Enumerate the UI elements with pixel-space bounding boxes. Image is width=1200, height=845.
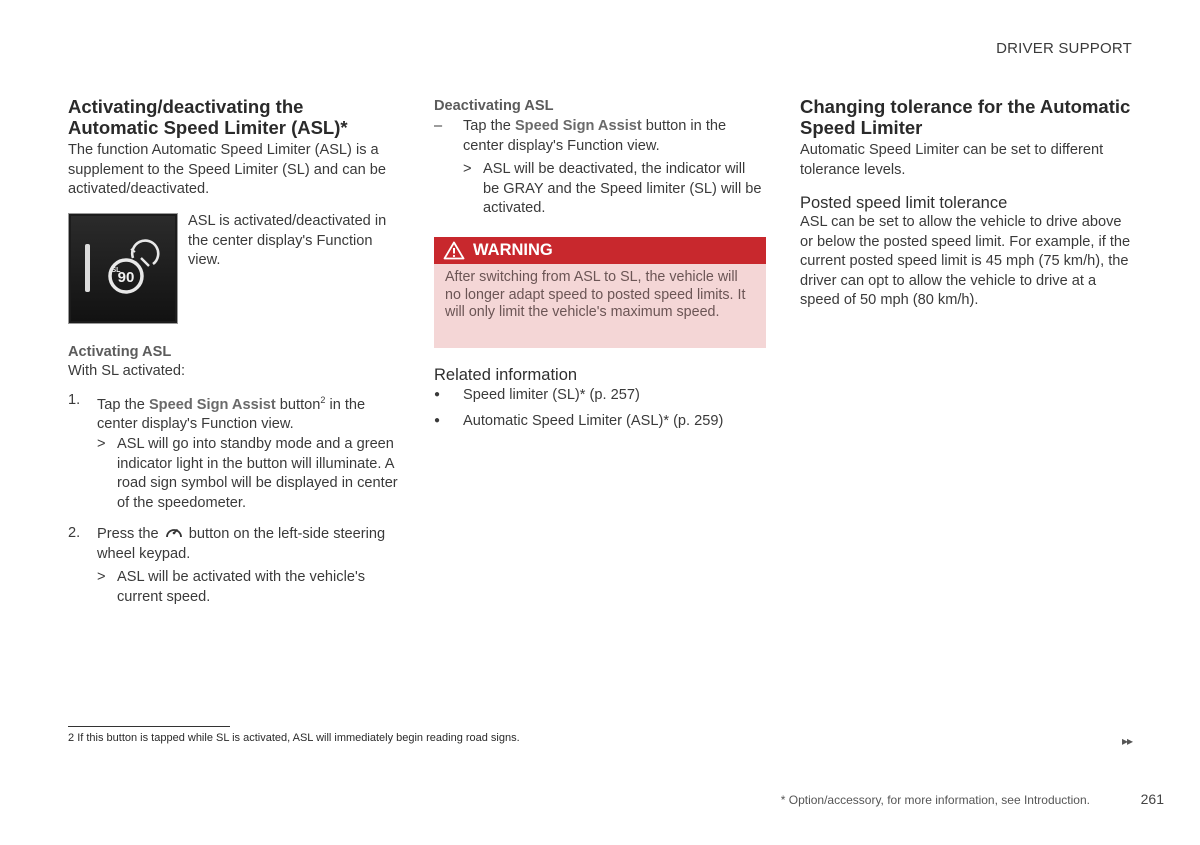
step-1 xyxy=(68,391,398,435)
footnote xyxy=(68,732,520,744)
step-text: Tap the Speed Sign Assist button$^2$ in the center display's Function view. xyxy=(97,395,366,433)
posted-speed-limit-text: ASL can be set to allow the vehicle to drive above or below the posted speed limit. For example, if the current posted speed limit is 45 mph (75 km/h), the driver can opt to allow the vehicle to drive at a speed of 50 mph (80 km/h). xyxy=(800,214,1131,308)
speed-sign-assist-label: Speed Sign Assist xyxy=(514,118,642,134)
result-marker: > xyxy=(97,569,106,585)
warning-triangle-icon xyxy=(443,241,465,260)
warning-header xyxy=(434,237,766,264)
speed-limiter-icon xyxy=(163,524,185,540)
deactivate-step: – Tap the Speed Sign Assist button in the center display's Function view. xyxy=(434,118,727,154)
footnote-divider xyxy=(68,726,230,727)
posted-speed-limit-heading: Posted speed limit tolerance xyxy=(800,194,1008,212)
step-number: 2. xyxy=(68,525,81,541)
section-title-tolerance: Changing tolerance for the Automatic Speed Limiter xyxy=(800,96,1131,138)
speed-sign-assist-label: Speed Sign Assist xyxy=(148,396,276,413)
continue-arrows-icon: ▸▸ xyxy=(1121,734,1132,748)
step-1-result: > ASL will go into standby mode and a green indicator light in the button will illuminate. A road sign symbol will be displayed in center of the speedometer. xyxy=(97,436,398,511)
step-number: 1. xyxy=(68,392,81,408)
option-note: * Option/accessory, for more information, see Introduction. xyxy=(780,793,1090,807)
bullet-icon: ● xyxy=(434,389,441,400)
deactivate-result: > ASL will be deactivated, the indicator will be GRAY and the Speed limiter (SL) will be activated. xyxy=(463,161,762,216)
step-text: Press the button on the left-side steering wheel keypad. xyxy=(97,526,386,562)
related-list xyxy=(434,386,764,438)
section-title-activating: Activating/deactivating the Automatic Speed Limiter (ASL)* xyxy=(68,96,348,138)
page-number: 261 xyxy=(1140,791,1164,807)
function-button-image xyxy=(68,213,178,324)
footnote-ref: 2 xyxy=(320,395,326,405)
result-marker: > xyxy=(97,436,106,452)
image-caption: ASL is activated/deactivated in the center display's Function view. xyxy=(188,213,387,268)
svg-text:90: 90 xyxy=(117,269,135,286)
svg-text:SL: SL xyxy=(111,267,121,274)
tolerance-intro: Automatic Speed Limiter can be set to different tolerance levels. xyxy=(800,142,1104,178)
deactivating-asl-heading: Deactivating ASL xyxy=(434,98,554,114)
footnote-marker: 2 xyxy=(68,732,75,744)
warning-label: WARNING xyxy=(473,241,553,259)
bullet-icon: ● xyxy=(434,415,441,426)
indicator-light-bar xyxy=(85,244,90,292)
intro-paragraph: The function Automatic Speed Limiter (ASL) is a supplement to the Speed Limiter (SL) and can be activated/deactivated. xyxy=(68,142,387,197)
step-2-result: > ASL will be activated with the vehicle's current speed. xyxy=(97,569,366,605)
warning-box xyxy=(434,237,766,348)
speed-sign-assist-button-graphic xyxy=(69,214,177,323)
section-header: DRIVER SUPPORT xyxy=(996,40,1132,57)
result-marker: > xyxy=(463,161,472,177)
related-link[interactable]: ● Automatic Speed Limiter (ASL)* (p. 259) xyxy=(434,413,724,429)
footnote-text: If this button is tapped while SL is activated, ASL will immediately begin reading road signs. xyxy=(77,732,520,744)
warning-text: After switching from ASL to SL, the vehicle will no longer adapt speed to posted speed limits. It will only limit the vehicle's maximum speed. xyxy=(445,269,746,320)
related-information-heading: Related information xyxy=(434,366,578,384)
activating-precondition: With SL activated: xyxy=(68,363,186,379)
activating-asl-heading: Activating ASL xyxy=(68,344,172,360)
related-link[interactable]: ● Speed limiter (SL)* (p. 257) xyxy=(434,387,640,403)
dash-marker: – xyxy=(434,118,443,134)
step-2 xyxy=(68,524,398,564)
